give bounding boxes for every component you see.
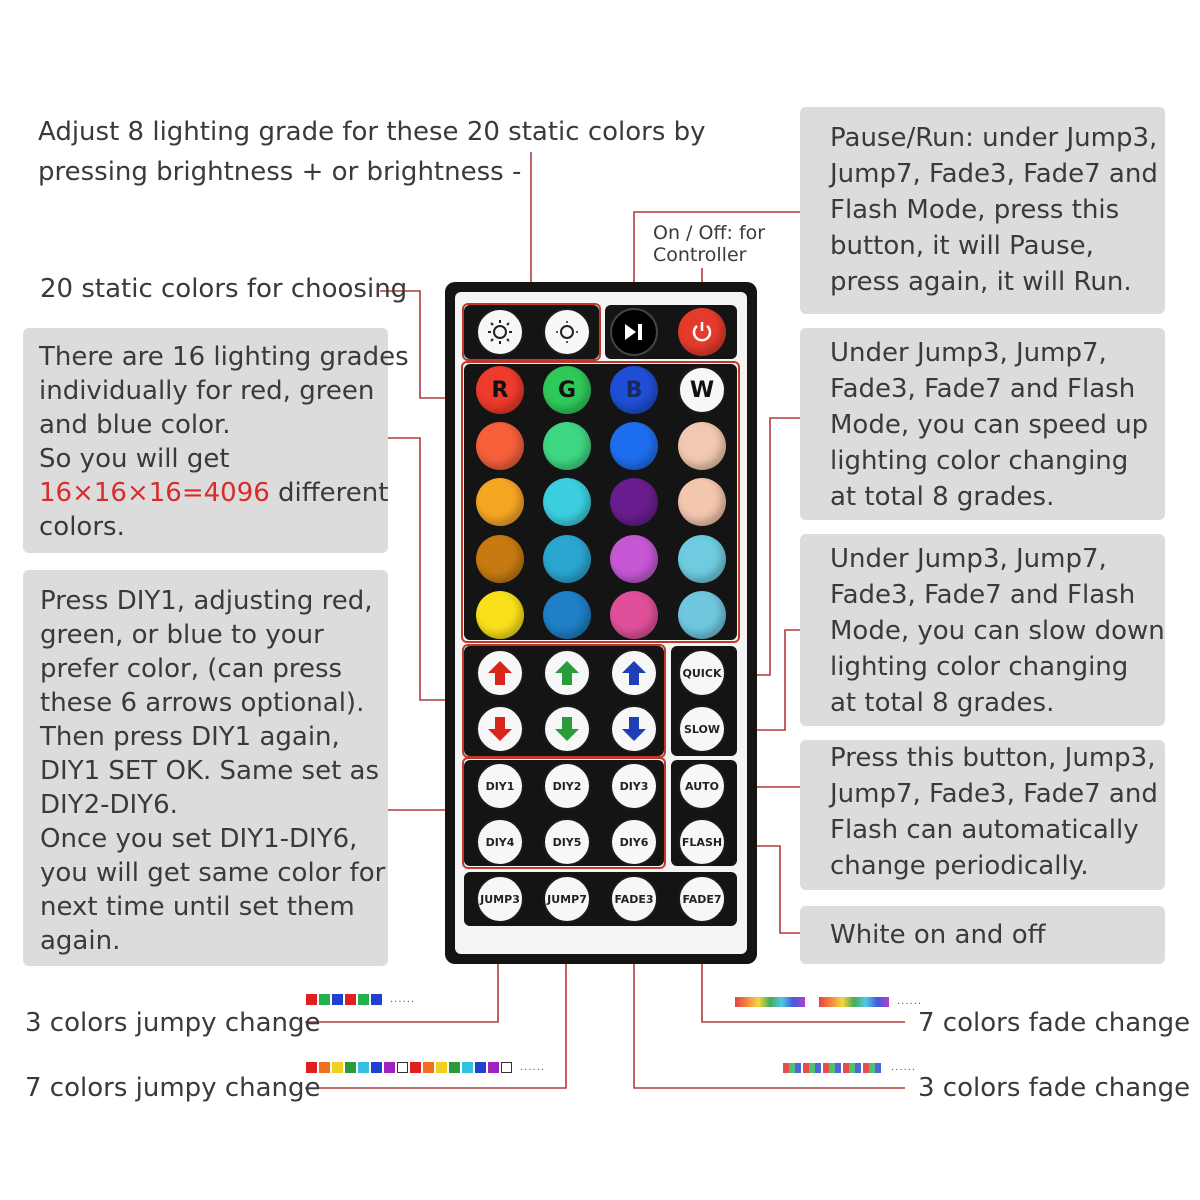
color-button-b[interactable]: B [610,366,658,414]
pause-run-box [800,107,1165,314]
flash-button[interactable]: FLASH [678,818,726,866]
color-swatch [397,1062,408,1073]
box-quick-line: at total 8 grades. [830,482,1055,512]
rgb-grades-box [23,328,409,553]
diy2-button[interactable]: DIY2 [543,762,591,810]
color-button-r[interactable]: R [476,366,524,414]
rgb-box-line: different [269,478,389,508]
color-swatch [436,1062,447,1073]
play-pause-icon [622,322,646,342]
white-box-text: White on and off [830,920,1046,950]
jump3-color-strip [306,994,415,1005]
brightness-up-button[interactable] [476,308,524,356]
color-button[interactable] [476,535,524,583]
white-box [800,906,1165,964]
diy-box [23,570,388,966]
color-button[interactable] [610,422,658,470]
box-diy-line: you will get same color for [40,858,386,888]
color-button[interactable] [678,478,726,526]
box-auto-line: Jump7, Fade3, Fade7 and [830,779,1158,809]
diy5-button[interactable]: DIY5 [543,818,591,866]
box-slow-line: Fade3, Fade7 and Flash [830,580,1136,610]
fade3-button[interactable]: FADE3 [610,875,658,923]
fade7-button[interactable]: FADE7 [678,875,726,923]
sun-icon [486,318,514,346]
strip-dots: ...... [520,1062,546,1073]
rgb-box-line: colors. [39,512,125,542]
diy1-button[interactable]: DIY1 [476,762,524,810]
color-button[interactable] [610,478,658,526]
box-slow-line: Mode, you can slow down [830,616,1165,646]
box-auto-line: change periodically. [830,851,1089,881]
color-swatch [462,1062,473,1073]
red-up-button[interactable] [476,649,524,697]
diy3-button[interactable]: DIY3 [610,762,658,810]
rgb-box-line: There are 16 lighting grades [39,342,409,372]
color-swatch [423,1062,434,1073]
color-button[interactable] [610,591,658,639]
arrow-down-icon [554,715,580,743]
slow-box [800,534,1165,726]
fade7-dots: ...... [897,996,923,1007]
diy6-button[interactable]: DIY6 [610,818,658,866]
arrow-up-icon [554,659,580,687]
color-button-w[interactable]: W [678,366,726,414]
color-button[interactable] [610,535,658,583]
box-diy-line: DIY2-DIY6. [40,790,178,820]
auto-button[interactable]: AUTO [678,762,726,810]
rgb-box-line: So you will get [39,444,230,474]
jump3-label: 3 colors jumpy change [25,1008,321,1038]
color-button-g[interactable]: G [543,366,591,414]
box-pause-line: button, it will Pause, [830,231,1094,261]
onoff-annotation-line-1: On / Off: for [653,222,766,244]
color-swatch [371,1062,382,1073]
blue-down-button[interactable] [610,705,658,753]
pause-run-button[interactable] [610,308,658,356]
green-up-button[interactable] [543,649,591,697]
fade3-color-strip [783,1062,916,1073]
color-swatch [384,1062,395,1073]
onoff-annotation-line-2: Controller [653,244,747,266]
color-button[interactable] [678,422,726,470]
auto-flash-box [800,740,1165,890]
color-swatch [345,994,356,1005]
dim-sun-icon [553,318,581,346]
fade3-label: 3 colors fade change [918,1073,1191,1103]
color-swatch [319,1062,330,1073]
color-button[interactable] [543,422,591,470]
box-slow-line: lighting color changing [830,652,1129,682]
blue-up-button[interactable] [610,649,658,697]
color-swatch [358,1062,369,1073]
box-diy-line: DIY1 SET OK. Same set as [40,756,380,786]
green-down-button[interactable] [543,705,591,753]
box-diy-line: next time until set them [40,892,355,922]
box-quick-line: Mode, you can speed up [830,410,1149,440]
arrow-up-icon [621,659,647,687]
color-button[interactable] [543,478,591,526]
fade3-dots: ...... [891,1062,917,1073]
color-button[interactable] [543,535,591,583]
power-button[interactable] [678,308,726,356]
color-button[interactable] [476,478,524,526]
rgb-box-line: and blue color. [39,410,231,440]
box-pause-line: Pause/Run: under Jump3, [830,123,1158,153]
static-colors-annotation: 20 static colors for choosing [40,274,408,304]
quick-button[interactable]: QUICK [678,649,726,697]
box-auto-line: Press this button, Jump3, [830,743,1156,773]
red-down-button[interactable] [476,705,524,753]
color-swatch [449,1062,460,1073]
color-swatch [319,994,330,1005]
color-button[interactable] [476,591,524,639]
color-swatch [332,994,343,1005]
brightness-annotation-line-2: pressing brightness + or brightness - [38,157,522,187]
color-swatch [501,1062,512,1073]
color-button[interactable] [678,535,726,583]
color-swatch [358,994,369,1005]
fade7-color-strip [735,996,922,1007]
jump3-button[interactable]: JUMP3 [476,875,524,923]
color-swatch [306,1062,317,1073]
box-slow-line: at total 8 grades. [830,688,1055,718]
slow-button[interactable]: SLOW [678,705,726,753]
fade7-label: 7 colors fade change [918,1008,1191,1038]
box-pause-line: Jump7, Fade3, Fade7 and [830,159,1158,189]
power-icon [689,319,715,345]
brightness-annotation-line-1: Adjust 8 lighting grade for these 20 static colors by [38,117,706,147]
color-swatch [306,994,317,1005]
box-diy-line: these 6 arrows optional). [40,688,365,718]
box-diy-line: Press DIY1, adjusting red, [40,586,373,616]
color-swatch [345,1062,356,1073]
box-pause-line: Flash Mode, press this [830,195,1120,225]
jump7-button[interactable]: JUMP7 [543,875,591,923]
rgb-box-total-line [39,476,388,510]
color-swatch [475,1062,486,1073]
arrow-down-icon [487,715,513,743]
brightness-down-button[interactable] [543,308,591,356]
color-button[interactable] [476,422,524,470]
box-quick-line: Fade3, Fade7 and Flash [830,374,1136,404]
box-diy-line: Once you set DIY1-DIY6, [40,824,358,854]
box-diy-line: green, or blue to your [40,620,324,650]
color-swatch [332,1062,343,1073]
diy4-button[interactable]: DIY4 [476,818,524,866]
box-quick-line: lighting color changing [830,446,1129,476]
jump7-color-strip [306,1062,545,1073]
box-diy-line: Then press DIY1 again, [40,722,340,752]
box-quick-line: Under Jump3, Jump7, [830,338,1107,368]
color-swatch [371,994,382,1005]
rgb-box-line: individually for red, green [39,376,375,406]
box-diy-line: prefer color, (can press [40,654,343,684]
box-pause-line: press again, it will Run. [830,267,1132,297]
arrow-down-icon [621,715,647,743]
jump7-label: 7 colors jumpy change [25,1073,321,1103]
color-swatch [410,1062,421,1073]
color-button[interactable] [543,591,591,639]
color-count-highlight: 16×16×16=4096 [39,478,270,508]
box-diy-line: again. [40,926,121,956]
box-auto-line: Flash can automatically [830,815,1139,845]
quick-box [800,328,1165,520]
color-swatch [488,1062,499,1073]
strip-dots: ...... [390,994,416,1005]
box-slow-line: Under Jump3, Jump7, [830,544,1107,574]
color-button[interactable] [678,591,726,639]
arrow-up-icon [487,659,513,687]
